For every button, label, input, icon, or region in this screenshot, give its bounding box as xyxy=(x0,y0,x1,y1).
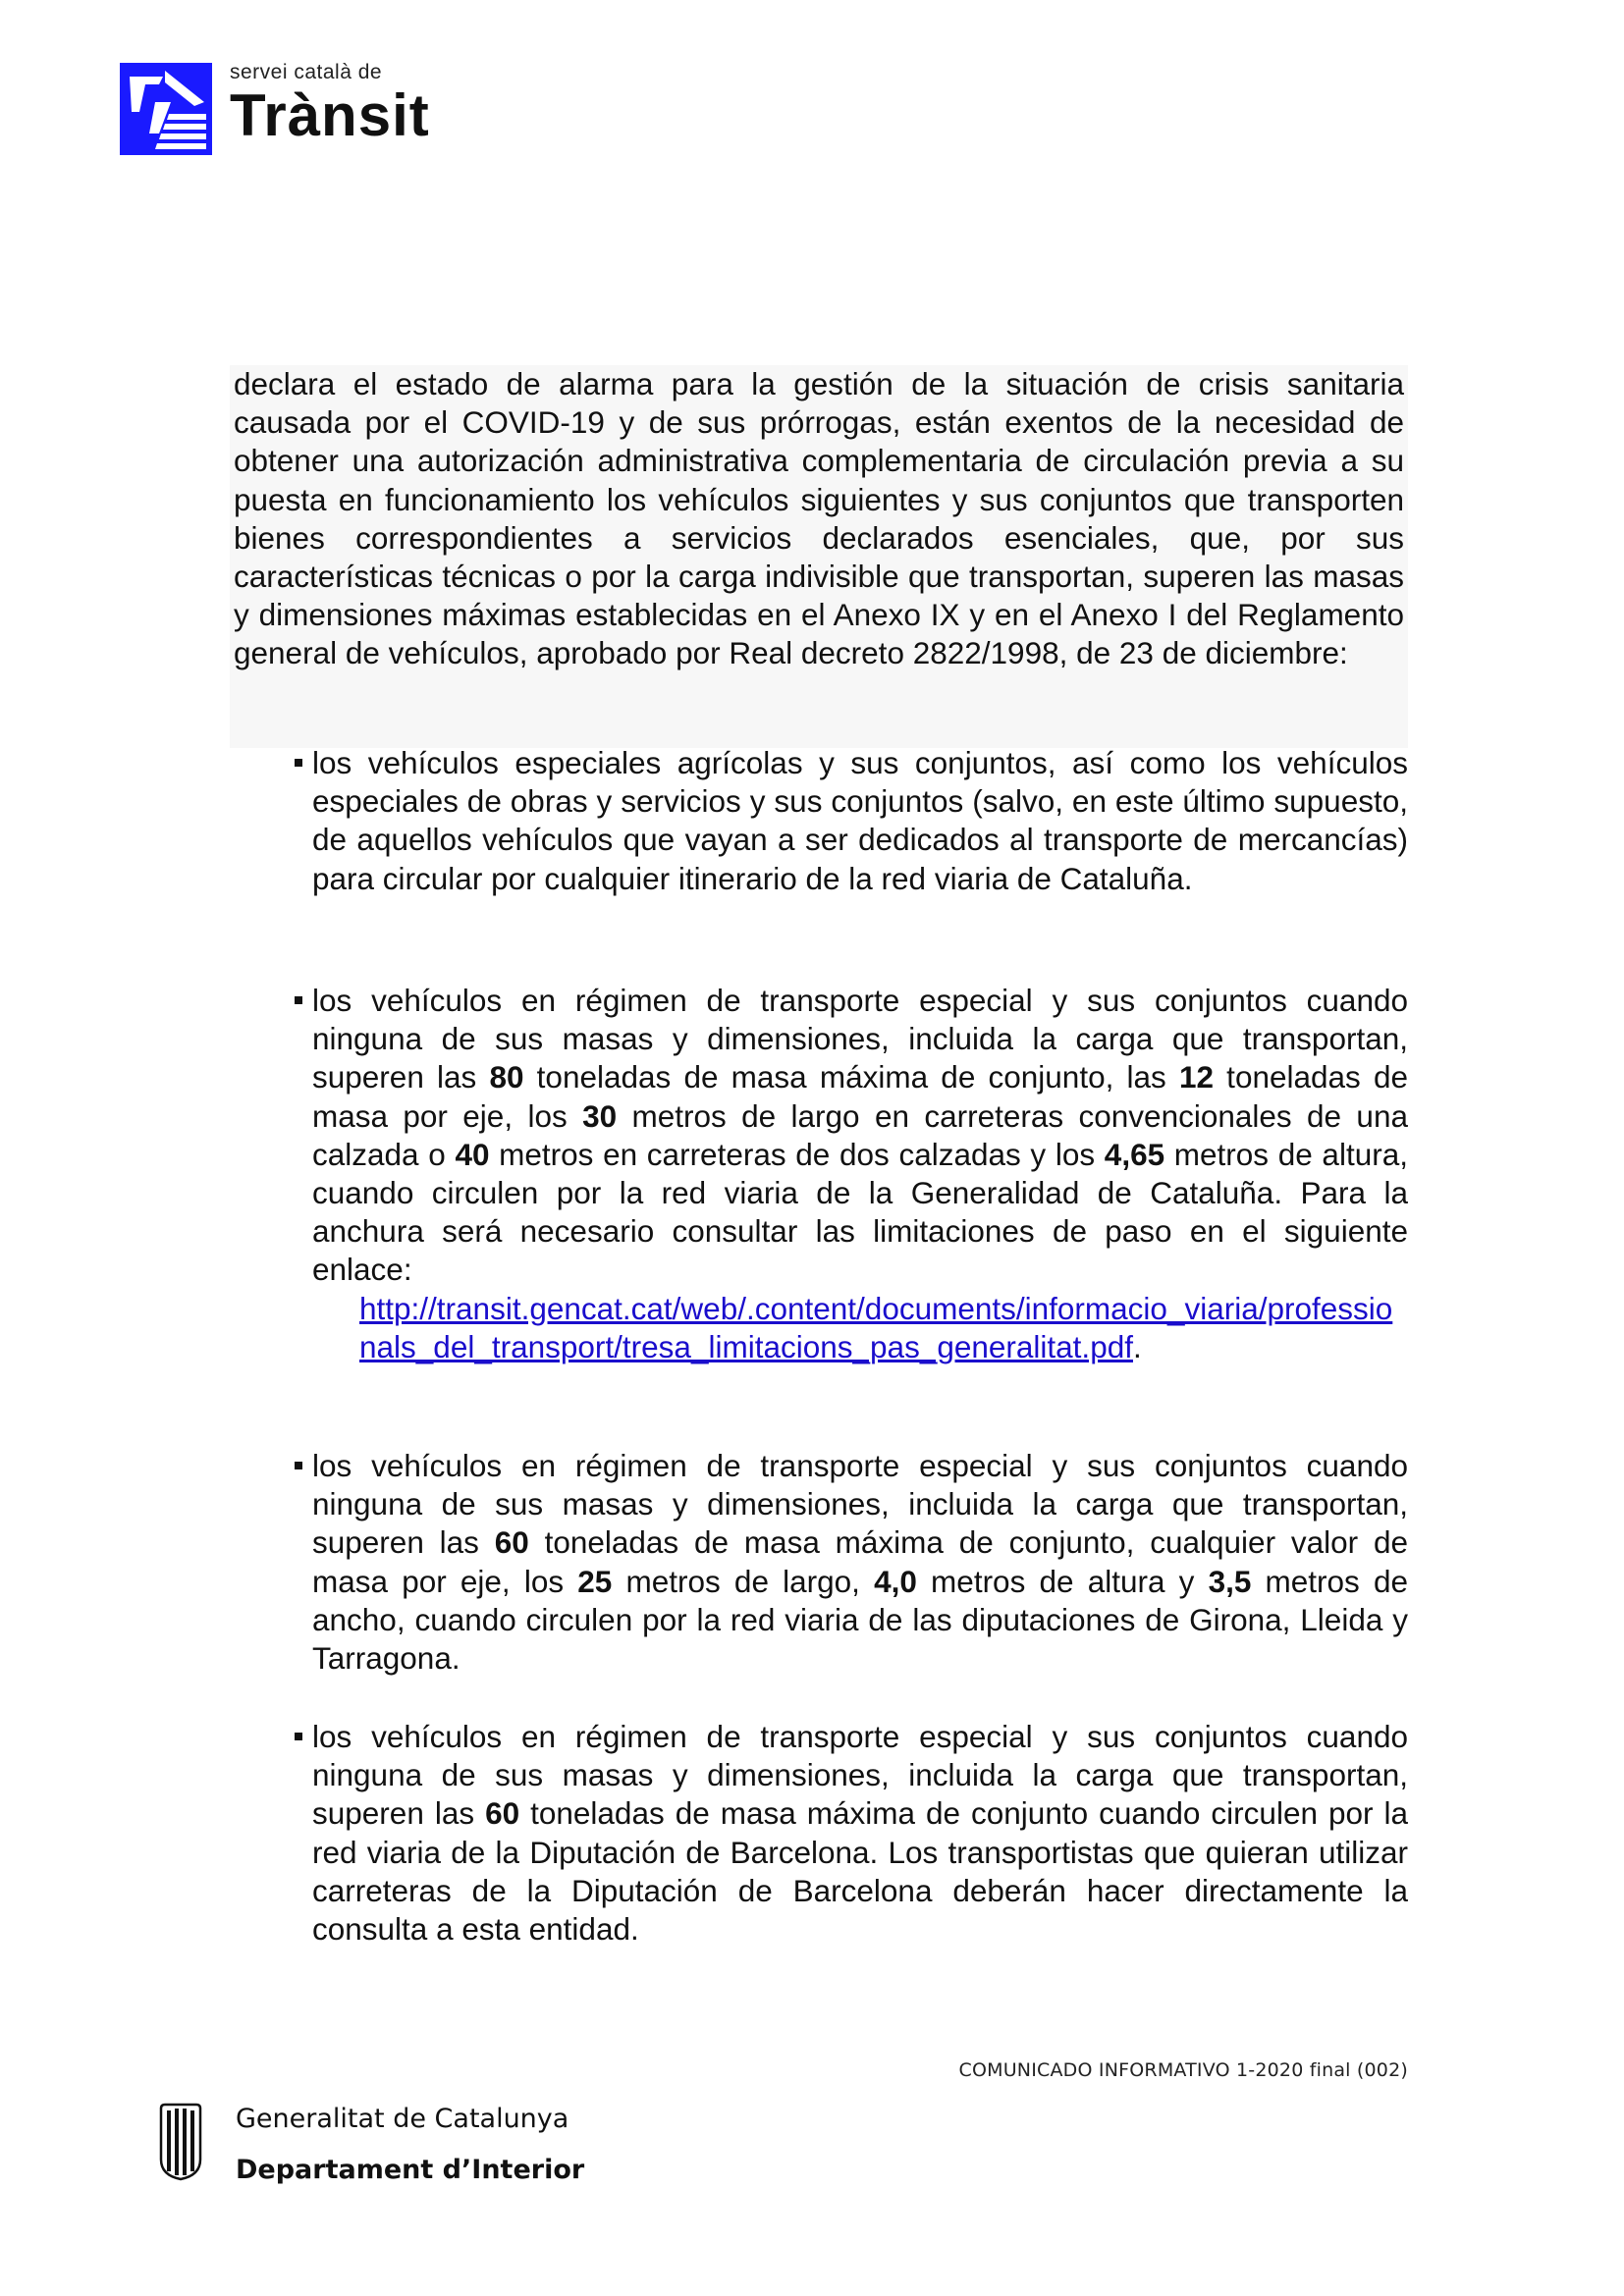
text-segment: los vehículos en régimen de transporte especial y sus conjuntos cuando ninguna de sus masas y dimensiones, incluida la carga que transportan, superen las xyxy=(312,983,1408,1095)
bullet-generalitat-limits xyxy=(295,982,1408,1366)
limit-value: 4,0 xyxy=(874,1563,917,1599)
logo-subtitle: servei català de xyxy=(230,61,383,83)
link-block xyxy=(359,1290,1408,1366)
catalan-flag-emblem-icon xyxy=(159,2103,202,2181)
bullet-barcelona xyxy=(295,1718,1408,1949)
bullet-text xyxy=(312,1718,1408,1949)
text-segment: toneladas de masa máxima de conjunto, las xyxy=(523,1059,1179,1095)
text-segment: toneladas de masa máxima de conjunto, cualquier valor de masa por eje, los xyxy=(312,1524,1408,1599)
intro-paragraph xyxy=(230,365,1408,748)
text-segment: metros de largo en carreteras convencionales de una calzada o xyxy=(312,1097,1408,1172)
text-segment: los vehículos en régimen de transporte especial y sus conjuntos cuando ninguna de sus masas y dimensiones, incluida la carga que transportan, superen las xyxy=(312,1719,1408,1832)
text-segment: toneladas de masa máxima de conjunto cuando circulen por la red viaria de la Diputación de Barcelona. Los transportistas que quieran utilizar carreteras de la Diputación de Barcelona deberán hacer directamente la consulta a esta entidad. xyxy=(312,1795,1408,1948)
text-segment: los vehículos en régimen de transporte especial y sus conjuntos cuando ninguna de sus masas y dimensiones, incluida la carga que transportan, superen las xyxy=(312,1448,1408,1561)
text-segment: metros de altura y xyxy=(916,1563,1209,1599)
text-segment: metros de ancho, cuando circulen por la red viaria de las diputaciones de Girona, Lleida y Tarragona. xyxy=(312,1563,1409,1677)
bullet-text xyxy=(312,1447,1408,1678)
limit-value: 40 xyxy=(455,1136,490,1172)
limit-value: 3,5 xyxy=(1208,1563,1252,1599)
bullet-square-icon xyxy=(295,996,302,1004)
logo-title: Trànsit xyxy=(230,82,430,148)
limit-value: 4,65 xyxy=(1104,1136,1165,1172)
limit-value: 25 xyxy=(577,1563,613,1599)
bullet-square-icon xyxy=(295,1733,302,1740)
transit-logo xyxy=(120,63,430,155)
generalitat-text xyxy=(236,2103,584,2187)
text-segment: metros de altura, cuando circulen por la red viaria de la Generalidad de Cataluña. Para la anchura será necesario consultar las limitaciones de paso en el siguiente enlace: xyxy=(312,1136,1408,1288)
bullet-square-icon xyxy=(295,1462,302,1469)
generalitat-logo xyxy=(159,2103,584,2187)
limit-value: 12 xyxy=(1178,1059,1215,1095)
bullet-agricultural-vehicles xyxy=(295,744,1408,898)
limit-value: 80 xyxy=(489,1059,524,1095)
generalitat-name: Generalitat de Catalunya xyxy=(236,2104,569,2134)
text-segment: metros de largo, xyxy=(612,1563,875,1599)
text-segment: . xyxy=(1132,1328,1142,1364)
transit-logo-icon xyxy=(120,63,212,155)
text-segment: metros en carreteras de dos calzadas y los xyxy=(489,1136,1105,1172)
limitations-pdf-link[interactable]: http://transit.gencat.cat/web/.content/documents/informacio_viaria/professionals_del_transport/tresa_limitacions_pas_generalitat.pdf xyxy=(359,1290,1393,1364)
text-segment: toneladas de masa por eje, los xyxy=(312,1059,1409,1134)
bullet-girona-lleida-tarragona xyxy=(295,1447,1408,1678)
intro-text: declara el estado de alarma para la gestión de la situación de crisis sanitaria causada por el COVID-19 y de sus prórrogas, están exentos de la necesidad de obtener una autorización administrativa complementaria de circulación previa a su puesta en funcionamiento los vehículos siguientes y sus conjuntos que transporten bienes correspondientes a servicios declarados esenciales, que, por sus características técnicas o por la carga indivisible que transportan, superen las masas y dimensiones máximas establecidas en el Anexo IX y en el Anexo I del Reglamento general de vehículos, aprobado por Real decreto 2822/1998, de 23 de diciembre: xyxy=(234,366,1404,671)
limit-value: 30 xyxy=(582,1097,618,1134)
limit-value: 60 xyxy=(494,1524,529,1561)
transit-logo-text xyxy=(230,61,430,148)
bullet-text xyxy=(312,982,1408,1290)
department-name: Departament d’Interior xyxy=(236,2155,585,2185)
limit-value: 60 xyxy=(485,1795,520,1832)
document-code: COMUNICADO INFORMATIVO 1-2020 final (002) xyxy=(958,2059,1408,2081)
bullet-square-icon xyxy=(295,759,302,767)
bullet-text: los vehículos especiales agrícolas y sus conjuntos, así como los vehículos especiales de obras y servicios y sus conjuntos (salvo, en este último supuesto, de aquellos vehículos que vayan a ser dedicados al transporte de mercancías) para circular por cualquier itinerario de la red viaria de Cataluña. xyxy=(312,745,1408,896)
